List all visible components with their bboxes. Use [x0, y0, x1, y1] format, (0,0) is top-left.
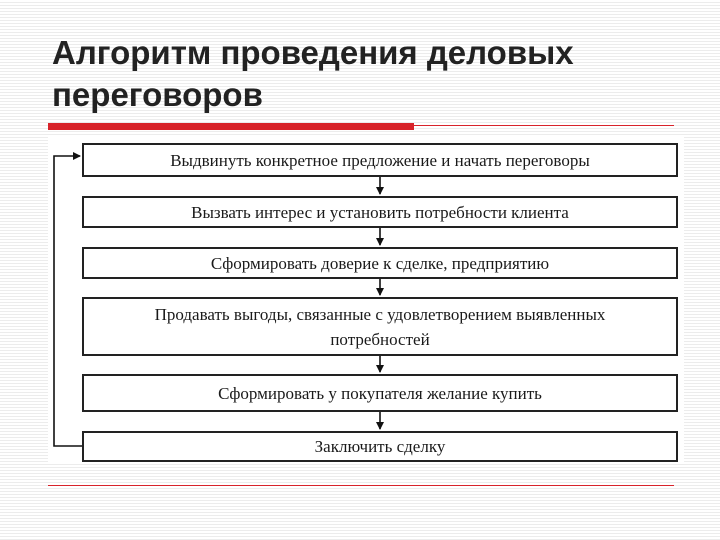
flow-step-4: Продавать выгоды, связанные с удовлетворением выявленных потребностей [82, 297, 678, 356]
flow-step-3: Сформировать доверие к сделке, предприятию [82, 247, 678, 279]
flow-step-6: Заключить сделку [82, 431, 678, 462]
bottom-divider [48, 485, 674, 486]
flow-step-2: Вызвать интерес и установить потребности клиента [82, 196, 678, 228]
feedback-loop-arrow [54, 156, 82, 446]
flow-step-1: Выдвинуть конкретное предложение и начать переговоры [82, 143, 678, 177]
flow-step-5: Сформировать у покупателя желание купить [82, 374, 678, 412]
slide-title: Алгоритм проведения деловых переговоров [52, 34, 574, 113]
